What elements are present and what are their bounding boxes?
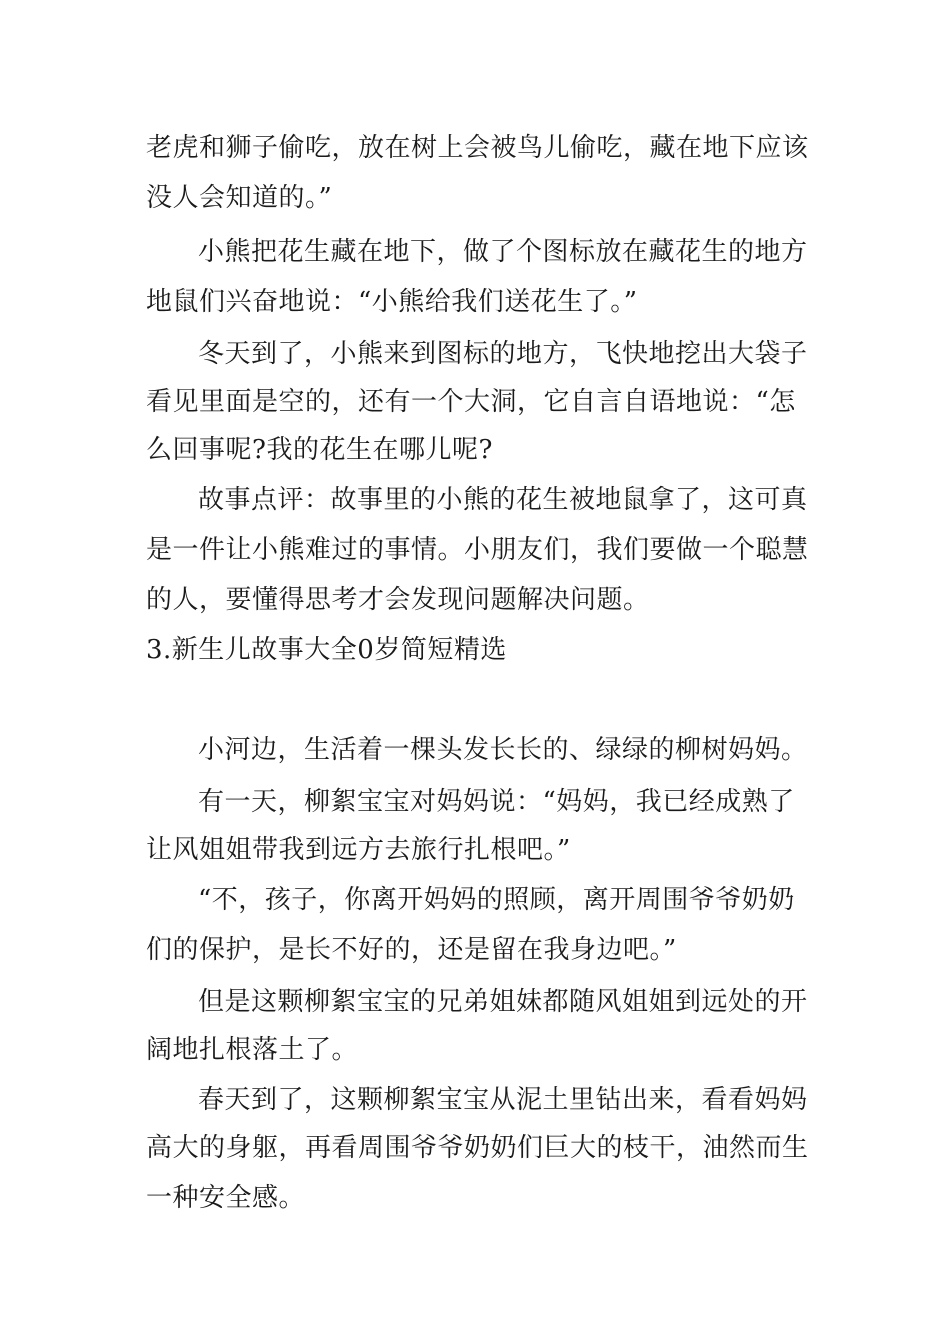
paragraph-4-line-1: 故事点评：故事里的小熊的花生被地鼠拿了，这可真 (198, 485, 808, 515)
section-paragraph-5-line-3: 一种安全感。 (146, 1183, 306, 1213)
section-heading: 3.新生儿故事大全0岁简短精选 (146, 635, 507, 665)
section-paragraph-2-line-2: 让风姐姐带我到远方去旅行扎根吧。” (146, 835, 571, 865)
section-paragraph-2-line-1: 有一天，柳絮宝宝对妈妈说：“妈妈，我已经成熟了 (198, 787, 795, 817)
paragraph-3-line-3: 么回事呢?我的花生在哪儿呢? (146, 435, 493, 465)
paragraph-4-line-3: 的人，要懂得思考才会发现问题解决问题。 (146, 585, 650, 615)
paragraph-3-line-1: 冬天到了，小熊来到图标的地方，飞快地挖出大袋子 (198, 339, 808, 369)
paragraph-1-line-2: 没人会知道的。” (146, 183, 333, 213)
section-paragraph-4-line-1: 但是这颗柳絮宝宝的兄弟姐妹都随风姐姐到远处的开 (198, 987, 808, 1017)
section-paragraph-3-line-1: “不，孩子，你离开妈妈的照顾，离开周围爷爷奶奶 (198, 885, 795, 915)
section-paragraph-1-line-1: 小河边，生活着一棵头发长长的、绿绿的柳树妈妈。 (198, 735, 808, 765)
section-paragraph-5-line-1: 春天到了，这颗柳絮宝宝从泥土里钻出来，看看妈妈 (198, 1085, 808, 1115)
paragraph-4-line-2: 是一件让小熊难过的事情。小朋友们，我们要做一个聪慧 (146, 535, 809, 565)
section-paragraph-5-line-2: 高大的身躯，再看周围爷爷奶奶们巨大的枝干，油然而生 (146, 1133, 809, 1163)
paragraph-1-line-1: 老虎和狮子偷吃，放在树上会被鸟儿偷吃，藏在地下应该 (146, 133, 809, 163)
section-paragraph-4-line-2: 阔地扎根落土了。 (146, 1035, 359, 1065)
paragraph-2-line-2: 地鼠们兴奋地说：“小熊给我们送花生了。” (146, 287, 638, 317)
paragraph-2-line-1: 小熊把花生藏在地下，做了个图标放在藏花生的地方 (198, 237, 808, 267)
paragraph-3-line-2: 看见里面是空的，还有一个大洞，它自言自语地说：“怎 (146, 387, 796, 417)
section-paragraph-3-line-2: 们的保护，是长不好的，还是留在我身边吧。” (146, 935, 677, 965)
